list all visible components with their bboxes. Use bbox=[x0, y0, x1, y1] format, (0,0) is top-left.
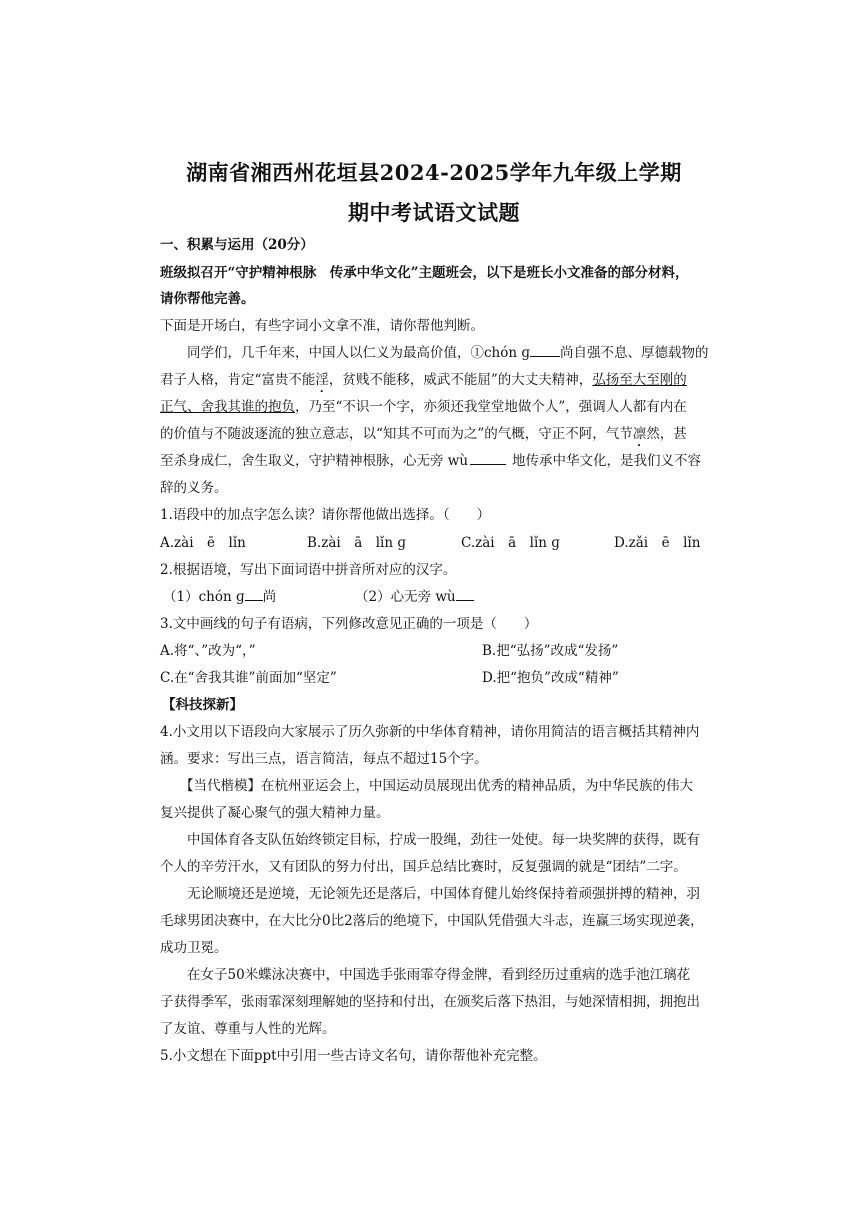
q2-item-text: （2）心无旁 wù bbox=[355, 589, 456, 605]
question-1-stem: 1.语段中的加点字怎么读？请你帮他做出选择。（ ） bbox=[160, 507, 491, 523]
dotted-char: 淫 bbox=[315, 372, 329, 388]
passage-text: 的价值与不随波逐流的独立意志，以“知其不可而为之”的气概，守正不阿，气节 bbox=[160, 426, 633, 442]
passage-line-6: 辞的义务。 bbox=[160, 480, 228, 496]
answer-blank bbox=[470, 452, 506, 465]
underlined-sentence: 正气、舍我其谁的抱负 bbox=[160, 399, 295, 415]
exam-subtitle: 期中考试语文试题 bbox=[348, 200, 520, 225]
q1-option-b: B.zài ā lǐn ɡ bbox=[307, 535, 407, 551]
excerpt-p4-line-2: 子获得季军，张雨霏深刻理解她的坚持和付出，在颁奖后落下热泪，与她深情相拥，拥抱出 bbox=[160, 994, 700, 1010]
excerpt-p3-line-2: 毛球男团决赛中，在大比分0比2落后的绝境下，中国队凭借强大斗志，连赢三场实现逆袭， bbox=[160, 913, 704, 929]
question-2-stem: 2.根据语境，写出下面词语中拼音所对应的汉字。 bbox=[160, 562, 457, 578]
excerpt-p4-line-1: 在女子50米蝶泳决赛中，中国选手张雨霏夺得金牌，看到经历过重病的选手池江璃花 bbox=[187, 967, 691, 983]
q3-option-b: B.把“弘扬”改成“发扬” bbox=[482, 643, 619, 659]
q2-item-text: （1）chón ɡ bbox=[163, 589, 245, 605]
passage-line-1 bbox=[187, 344, 709, 362]
intro-line-1: 班级拟召开“守护精神根脉 传承中华文化”主题班会，以下是班长小文准备的部分材料， bbox=[160, 265, 689, 281]
q2-item-text: 尚 bbox=[262, 589, 277, 605]
excerpt-p3-line-1: 无论顺境还是逆境，无论领先还是落后，中国体育健儿始终保持着顽强拼搏的精神，羽 bbox=[187, 886, 700, 902]
section-heading: 一、积累与运用（20分） bbox=[160, 237, 314, 253]
passage-text: 至杀身成仁，舍生取义，守护精神根脉，心无旁 wù bbox=[160, 453, 469, 469]
passage-text: 然，甚 bbox=[646, 426, 687, 442]
excerpt-p1-line-2: 复兴提供了凝心聚气的强大精神力量。 bbox=[160, 805, 390, 821]
question-3-stem: 3.文中画线的句子有语病，下列修改意见正确的一项是（ ） bbox=[160, 616, 538, 632]
dotted-char: 凛 bbox=[632, 426, 647, 442]
passage-text: ，贫贱不能移，威武不能屈”的大丈夫精神， bbox=[328, 372, 593, 388]
underlined-sentence: 弘扬至大至刚的 bbox=[592, 372, 687, 388]
q1-option-d: D.zǎi ē lǐn bbox=[614, 535, 701, 551]
answer-blank bbox=[245, 588, 263, 601]
passage-text: 尚自强不息、厚德载物的 bbox=[560, 345, 709, 361]
passage-line-2 bbox=[160, 371, 687, 396]
passage-line-3 bbox=[160, 398, 687, 416]
passage-line-4 bbox=[160, 425, 687, 450]
passage-intro: 下面是开场白，有些字词小文拿不准，请你帮他判断。 bbox=[160, 318, 484, 334]
q2-item-2 bbox=[355, 588, 474, 606]
passage-text: 同学们，几千年来，中国人以仁义为最高价值，①chón ɡ bbox=[187, 345, 531, 361]
tech-heading: 【科技探新】 bbox=[162, 697, 243, 713]
passage-text: 地传承中华文化，是我们义不容 bbox=[512, 453, 702, 469]
excerpt-p2-line-2: 个人的辛劳汗水，又有团队的努力付出，国乒总结比赛时，反复强调的就是“团结”二字。 bbox=[160, 859, 687, 875]
q1-option-c: C.zài ā lǐn ɡ bbox=[461, 535, 560, 551]
question-5-stem: 5.小文想在下面ppt中引用一些古诗文名句，请你帮他补充完整。 bbox=[160, 1048, 547, 1064]
answer-blank bbox=[456, 588, 474, 601]
excerpt-p2-line-1: 中国体育各支队伍始终锁定目标，拧成一股绳，劲往一处使。每一块奖牌的获得，既有 bbox=[187, 832, 700, 848]
intro-line-2: 请你帮他完善。 bbox=[160, 291, 255, 307]
question-4-line-2: 涵。要求：写出三点，语言简洁，每点不超过15个字。 bbox=[160, 751, 488, 767]
question-4-line-1: 4.小文用以下语段向大家展示了历久弥新的中华体育精神，请你用简洁的语言概括其精神内 bbox=[160, 724, 700, 740]
passage-text: 君子人格，肯定“富贵不能 bbox=[160, 372, 316, 388]
exam-title: 湖南省湘西州花垣县2024-2025学年九年级上学期 bbox=[186, 160, 682, 185]
q2-item-1 bbox=[163, 588, 276, 606]
passage-line-5 bbox=[160, 452, 701, 470]
q1-option-a: A.zài ē lǐn bbox=[160, 535, 246, 551]
answer-blank bbox=[530, 344, 560, 357]
excerpt-p1-line-1: 【当代楷模】在杭州亚运会上，中国运动员展现出优秀的精神品质，为中华民族的伟大 bbox=[180, 778, 693, 794]
excerpt-p3-line-3: 成功卫冕。 bbox=[160, 940, 228, 956]
excerpt-p4-line-3: 了友谊、尊重与人性的光辉。 bbox=[160, 1021, 336, 1037]
q3-option-c: C.在“舍我其谁”前面加“坚定” bbox=[160, 670, 337, 686]
q3-option-a: A.将“、”改为“，” bbox=[160, 643, 256, 659]
passage-text: ，乃至“不识一个字，亦须还我堂堂地做个人”，强调人人都有内在 bbox=[295, 399, 687, 415]
q3-option-d: D.把“抱负”改成“精神” bbox=[482, 670, 619, 686]
